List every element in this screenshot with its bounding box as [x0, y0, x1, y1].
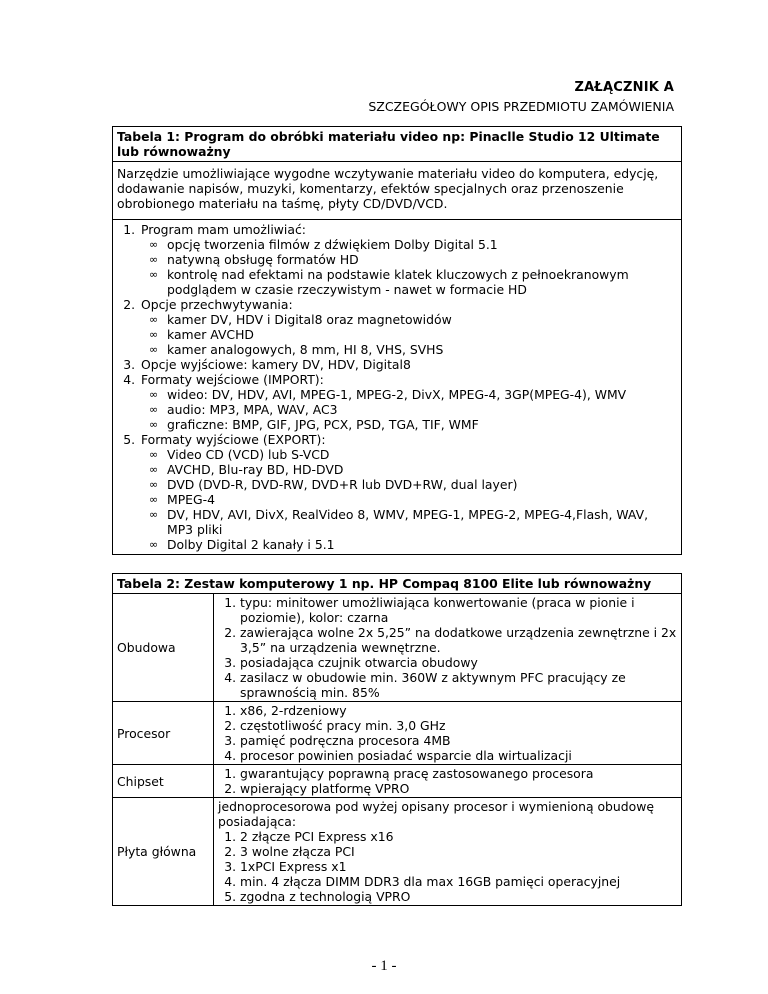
spec-item: 1. gwarantujący poprawną pracę zastosowanego procesora [240, 766, 677, 781]
spec-label: Obudowa [113, 594, 214, 702]
spec-item: 1. typu: minitower umożliwiająca konwertowanie (praca w pionie i poziomie), kolor: czarna [240, 595, 677, 625]
feature-item [139, 432, 677, 552]
feature-subitem: ∞ graficzne: BMP, GIF, JPG, PCX, PSD, TGA, TIF, WMF [167, 417, 677, 432]
feature-sublist [141, 312, 677, 357]
feature-subitem: ∞ natywną obsługę formatów HD [167, 252, 677, 267]
feature-item [139, 372, 677, 432]
feature-subitem: ∞ kamer analogowych, 8 mm, HI 8, VHS, SVHS [167, 342, 677, 357]
spec-list [218, 595, 677, 700]
feature-subitem: ∞ MPEG-4 [167, 492, 677, 507]
feature-label: Opcje przechwytywania: [141, 297, 293, 312]
spec-item: 2. 3 wolne złącza PCI [240, 844, 677, 859]
feature-item [139, 357, 677, 372]
spec-content [214, 798, 682, 906]
feature-label: Formaty wejściowe (IMPORT): [141, 372, 324, 387]
table-1-body [113, 220, 682, 555]
spec-list [218, 766, 677, 796]
feature-subitem: ∞ DV, HDV, AVI, DivX, RealVideo 8, WMV, MPEG-1, MPEG-2, MPEG-4,Flash, WAV, MP3 pliki [167, 507, 677, 537]
spec-item: 2. zawierająca wolne 2x 5,25” na dodatkowe urządzenia zewnętrzne i 2x 3,5” na urządzenia wewnętrzne. [240, 625, 677, 655]
feature-label: Formaty wyjściowe (EXPORT): [141, 432, 326, 447]
spec-item: 2. wpierający platformę VPRO [240, 781, 677, 796]
spec-item: 5. zgodna z technologią VPRO [240, 889, 677, 904]
table-2-title: Tabela 2: Zestaw komputerowy 1 np. HP Compaq 8100 Elite lub równoważny [113, 574, 682, 594]
spec-item: 4. zasilacz w obudowie min. 360W z aktywnym PFC pracujący ze sprawnością min. 85% [240, 670, 677, 700]
feature-subitem: ∞ audio: MP3, MPA, WAV, AC3 [167, 402, 677, 417]
table-1 [112, 126, 682, 555]
feature-item [139, 297, 677, 357]
feature-item [139, 222, 677, 297]
table-1-title: Tabela 1: Program do obróbki materiału video np: Pinaclle Studio 12 Ultimate lub równoważny [113, 127, 682, 162]
spec-content [214, 594, 682, 702]
feature-subitem: ∞ DVD (DVD-R, DVD-RW, DVD+R lub DVD+RW, dual layer) [167, 477, 677, 492]
spec-intro: jednoprocesorowa pod wyżej opisany procesor i wymienioną obudowę posiadająca: [218, 799, 654, 829]
spec-item: 1. x86, 2-rdzeniowy [240, 703, 677, 718]
feature-subitem: ∞ Dolby Digital 2 kanały i 5.1 [167, 537, 677, 552]
feature-subitem: ∞ wideo: DV, HDV, AVI, MPEG-1, MPEG-2, DivX, MPEG-4, 3GP(MPEG-4), WMV [167, 387, 677, 402]
feature-subitem: ∞ opcję tworzenia filmów z dźwiękiem Dolby Digital 5.1 [167, 237, 677, 252]
spec-label: Procesor [113, 702, 214, 765]
spec-row [113, 594, 682, 702]
feature-subitem: ∞ Video CD (VCD) lub S-VCD [167, 447, 677, 462]
spec-item: 2. częstotliwość pracy min. 3,0 GHz [240, 718, 677, 733]
page-number: - 1 - [371, 958, 397, 974]
feature-label: Program mam umożliwiać: [141, 222, 306, 237]
spec-list [218, 829, 677, 904]
table-1-feature-list [117, 222, 677, 552]
spec-item: 3. 1xPCI Express x1 [240, 859, 677, 874]
annex-subtitle: SZCZEGÓŁOWY OPIS PRZEDMIOTU ZAMÓWIENIA [368, 99, 674, 114]
feature-sublist [141, 237, 677, 297]
spec-item: 3. posiadająca czujnik otwarcia obudowy [240, 655, 677, 670]
feature-subitem: ∞ kamer AVCHD [167, 327, 677, 342]
feature-sublist [141, 387, 677, 432]
spec-item: 1. 2 złącze PCI Express x16 [240, 829, 677, 844]
feature-subitem: ∞ kontrolę nad efektami na podstawie klatek kluczowych z pełnoekranowym podglądem w czasie rzeczywistym - nawet w formacie HD [167, 267, 677, 297]
spec-item: 4. min. 4 złącza DIMM DDR3 dla max 16GB pamięci operacyjnej [240, 874, 677, 889]
spec-row [113, 702, 682, 765]
table-1-intro: Narzędzie umożliwiające wygodne wczytywanie materiału video do komputera, edycję, dodawanie napisów, muzyki, komentarzy, efektów specjalnych oraz przenoszenie obrobionego materiału na taśmę, płyty CD/DVD/VCD. [113, 162, 682, 220]
spec-row [113, 798, 682, 906]
spec-row [113, 765, 682, 798]
annex-title: ZAŁĄCZNIK A [574, 80, 674, 95]
spec-label: Płyta główna [113, 798, 214, 906]
spec-list [218, 703, 677, 763]
feature-subitem: ∞ kamer DV, HDV i Digital8 oraz magnetowidów [167, 312, 677, 327]
feature-sublist [141, 447, 677, 552]
table-2 [112, 573, 682, 906]
spec-label: Chipset [113, 765, 214, 798]
spec-content [214, 765, 682, 798]
feature-label: Opcje wyjściowe: kamery DV, HDV, Digital8 [141, 357, 411, 372]
spec-content [214, 702, 682, 765]
feature-subitem: ∞ AVCHD, Blu-ray BD, HD-DVD [167, 462, 677, 477]
spec-item: 4. procesor powinien posiadać wsparcie dla wirtualizacji [240, 748, 677, 763]
spec-item: 3. pamięć podręczna procesora 4MB [240, 733, 677, 748]
